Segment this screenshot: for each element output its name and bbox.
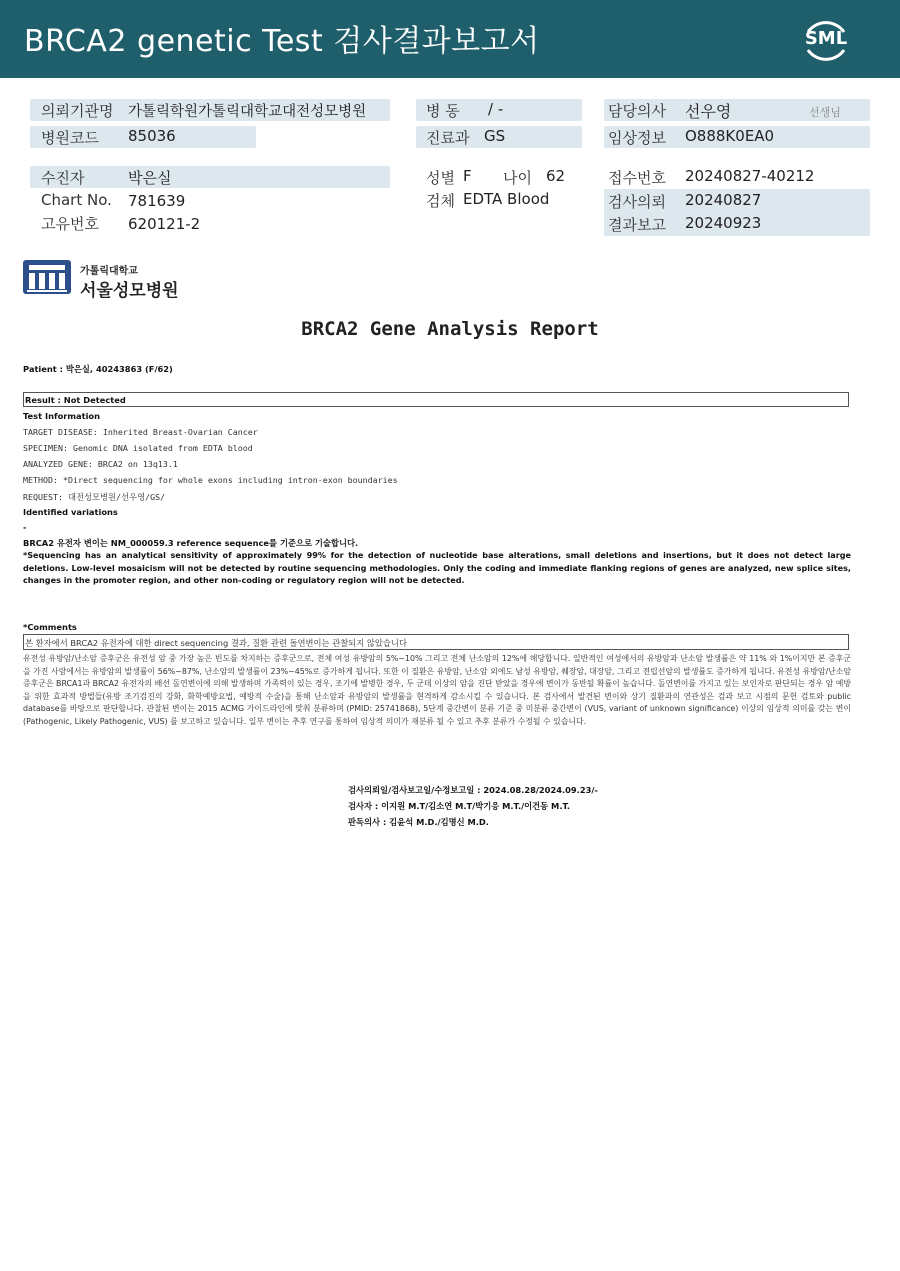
requesting-org-label: 의뢰기관명	[41, 102, 114, 120]
analyzed-gene: ANALYZED GENE: BRCA2 on 13q13.1	[23, 459, 178, 469]
doctor-value: 선우영	[685, 102, 732, 121]
method-line: METHOD: *Direct sequencing for whole exons including intron-exon boundaries	[23, 475, 398, 485]
result-line: Result : Not Detected	[25, 395, 126, 405]
report-title: BRCA2 Gene Analysis Report	[301, 318, 599, 340]
result-box	[23, 392, 849, 407]
comments-heading: *Comments	[23, 622, 77, 632]
department-value: GS	[484, 127, 506, 145]
doctor-label: 담당의사	[608, 102, 666, 120]
hospital-name-big: 서울성모병원	[80, 281, 179, 301]
clinical-value: O888K0EA0	[685, 127, 775, 145]
reviewers-line: 판독의사 : 김윤석 M.D./김명신 M.D.	[348, 817, 489, 827]
sml-logo-text: SML	[804, 28, 848, 49]
specimen-value: EDTA Blood	[463, 190, 550, 208]
unique-no-label: 고유번호	[41, 215, 99, 233]
hospital-code-label: 병원코드	[41, 129, 99, 147]
sex-value: F	[463, 167, 472, 185]
request-line: REQUEST: 대전성모병원/선우영/GS/	[23, 492, 166, 502]
sequencing-note: *Sequencing has an analytical sensitivity of approximately 99% for the detection of nucleotide base alterations, small deletions and insertions, but it does not detect large deletions. Low-level mosaicism will not be detected by routine sequencing methodologies. Only the coding and immediate flanking regions of genes are analyzed, new splice sites, changes in the promoter region, and other non-coding or regulatory region will not be detected.	[23, 550, 851, 586]
result-report-label: 결과보고	[608, 216, 666, 234]
receipt-label: 접수번호	[608, 169, 666, 187]
identified-heading: Identified variations	[23, 507, 118, 517]
identified-value: -	[23, 522, 27, 532]
department-label: 진료과	[426, 129, 470, 147]
ward-label: 병 동	[426, 102, 460, 120]
hospital-name-small: 가톨릭대학교	[80, 266, 138, 277]
doctor-suffix: 선생님	[809, 106, 841, 119]
unique-no-value: 620121-2	[128, 215, 201, 233]
sml-logo	[800, 14, 852, 66]
test-request-value: 20240827	[685, 191, 762, 209]
patient-label: 수진자	[41, 169, 85, 187]
specimen-line: SPECIMEN: Genomic DNA isolated from EDTA blood	[23, 443, 253, 453]
sex-label: 성별	[426, 169, 455, 187]
reference-note: BRCA2 유전자 변이는 NM_000059.3 reference sequence를 기준으로 기술합니다.	[23, 538, 359, 548]
hospital-code-value: 85036	[128, 127, 176, 145]
patient-line: Patient : 박은실, 40243863 (F/62)	[23, 364, 173, 374]
requesting-org-value: 가톨릭학원가톨릭대학교대전성모병원	[128, 104, 367, 120]
comment-body: 유전성 유방암/난소암 증후군은 유전성 암 중 가장 높은 빈도를 차지하는 증후군으로, 전체 여성 유방암의 5%~10% 그리고 전체 난소암의 12%에 해당합니다. 일반적인 여성에서의 유방암과 난소암 발생률은 약 11% 와 1%이지만 본 증후군을 가진 사람에서는 유방암의 발생률이 56%~87%, 난소암의 발생률이 23%~45%로 증가하게 됩니다. 또한 이 질환은 유방암, 난소암 외에도 남성 유방암, 췌장암, 대장암, 그리고 전립선암의 발생률도 증가하게 됩니다. 유전성 유방암/난소암 증후군은 BRCA1과 BRCA2 유전자의 배선 돌연변이에 의해 발생하며 가족력이 있는 경우, 조기에 발병한 경우, 두 군데 이상의 암을 진단 받았을 경우에 변이가 동반될 확률이 높습니다. 돌연변이를 가지고 있는 보인자로 판단되는 경우 암 예방을 위한 효과적 방법들(유방 조기검진의 강화, 화학예방요법, 예방적 수술)을 통해 난소암과 유방암의 발생률을 현격하게 감소시킬 수 있습니다. 본 검사에서 발견된 변이와 상기 질환과의 연관성은 검과 보고 시점의 문헌 검토와 public database를 바탕으로 판단합니다. 관찰된 변이는 2015 ACMG 가이드라인에 맞춰 분류하며 (PMID: 25741868), 5단계 중간변이 분류 기준 중 미분류 중간변이 (VUS, variant of unknown significance) 이상의 임상적 의미를 갖는 변이 (Pathogenic, Likely Pathogenic, VUS) 를 보고하고 있습니다. 일부 변이는 추후 연구를 통하여 임상적 의미가 재분류 될 수 있고 추후 분류가 수정될 수 있습니다.	[23, 654, 851, 726]
result-report-value: 20240923	[685, 214, 762, 232]
comment-boxed-text: 본 환자에서 BRCA2 유전자에 대한 direct sequencing 결과, 질환 관련 돌연변이는 관찰되지 않았습니다	[25, 638, 407, 648]
clinical-label: 임상정보	[608, 129, 666, 147]
dates-line: 검사의뢰일/검사보고일/수정보고일 : 2024.08.28/2024.09.23/-	[348, 785, 598, 795]
patient-value: 박은실	[128, 169, 172, 187]
page-header	[0, 0, 900, 78]
chart-value: 781639	[128, 192, 186, 210]
receipt-value: 20240827-40212	[685, 167, 815, 185]
test-request-label: 검사의뢰	[608, 193, 666, 211]
page-title: BRCA2 genetic Test 검사결과보고서	[24, 24, 540, 59]
test-info-heading: Test Information	[23, 411, 101, 421]
chart-label: Chart No.	[41, 191, 112, 209]
testers-line: 검사자 : 이지원 M.T/김소연 M.T/박기응 M.T./이건동 M.T.	[348, 801, 571, 811]
age-label: 나이	[503, 169, 532, 187]
age-value: 62	[546, 167, 566, 185]
target-disease: TARGET DISEASE: Inherited Breast-Ovarian Cancer	[23, 427, 258, 437]
ward-value: / -	[488, 100, 504, 118]
specimen-label: 검체	[426, 192, 455, 210]
